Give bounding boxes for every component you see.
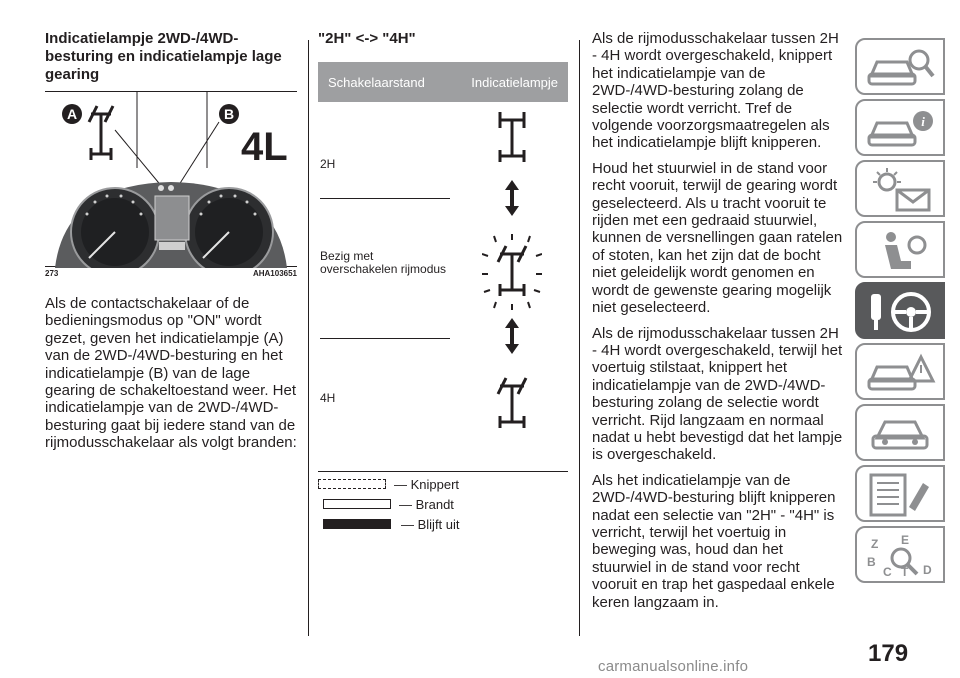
transition-arrow-icon [504, 180, 520, 216]
callout-b: B [223, 106, 235, 122]
paragraph: Houd het stuurwiel in de stand voor recht vooruit, terwijl de gearing wordt geselecteerd. Als u tracht vooruit te rijden met een gedraaid stuurwiel, kunnen de versnellingen gaan ratelen of stoten, kan het zijn dat de bocht niet geleidelijk wordt genomen en wordt de gewenste gearing mogelijk niet geselecteerd. [592, 159, 843, 317]
car-warning-triangle-icon [867, 351, 937, 395]
legend-item-lit [318, 494, 568, 514]
svg-text:B: B [867, 555, 876, 569]
row-separator [320, 338, 450, 339]
legend-label: — Blijft uit [401, 516, 460, 532]
intro-paragraph: Als de contactschakelaar of de bedieningsmodus op "ON" wordt gezet, geven het indicatielampje (A) van de 2WD-/4WD-besturing en het indicatielampje (B) van de lage gearing de schakeltoestand weer. Het indicatielampje van de 2WD-/4WD-besturing gaat bij iedere stand van de rijmodusschakelaar als volgt branden: [45, 295, 297, 452]
svg-text:T: T [901, 565, 909, 578]
row-separator [320, 198, 450, 199]
svg-text:D: D [923, 563, 932, 577]
paragraph: Als het indicatielampje van de 2WD-/4WD-besturing blijft knipperen nadat een selectie van "2H" - "4H" is verricht, terwijl het voertuig in beweging was, houd dan het stuurwiel in de stand voor recht vooruit en trap het gaspedaal enkele keren langzaam in. [592, 471, 836, 611]
tab-alphabet-index[interactable] [855, 526, 945, 583]
tab-car-info[interactable] [855, 99, 945, 156]
figure-code: AHA103651 [252, 269, 297, 278]
tab-checklist[interactable] [855, 465, 945, 522]
key-steering-wheel-icon [867, 290, 937, 334]
tab-key-steering-wheel[interactable] [855, 282, 945, 339]
car-search-icon [867, 46, 937, 90]
legend-label: — Knippert [394, 476, 460, 492]
svg-text:C: C [883, 565, 892, 578]
column-divider [308, 40, 309, 636]
alphabet-index-icon [867, 534, 937, 578]
transition-arrow-icon [504, 318, 520, 354]
left-column [45, 30, 297, 452]
tab-car-warning[interactable] [855, 343, 945, 400]
middle-column [318, 30, 568, 534]
header-switch-position: Schakelaarstand [328, 74, 425, 90]
lamp-lit-icon [492, 110, 532, 166]
figure-caption [45, 269, 297, 278]
watermark: carmanualsonline.info [598, 658, 749, 675]
legend-label: — Brandt [399, 496, 454, 512]
legend [318, 474, 568, 534]
instrument-cluster-illustration [45, 92, 297, 268]
car-info-icon [867, 107, 937, 151]
figure-number: 273 [45, 269, 59, 278]
chapter-tabs [855, 38, 945, 587]
paragraph: Als de rijmodusschakelaar tussen 2H - 4H wordt overgeschakeld, terwijl het voertuig stilstaat, knippert het indicatielampje van de 2WD-/4WD-besturing zolang de selectie wordt verricht. Rijd langzaam en normaal nadat u hebt bevestigd dat het lampje is overgeschakeld. [592, 324, 843, 464]
low-gear-indicator-text: 4L [241, 125, 288, 169]
lamp-blinking-icon [482, 234, 542, 310]
swatch-lit [323, 499, 391, 509]
instrument-cluster-figure [45, 91, 297, 267]
right-column [592, 30, 844, 611]
swatch-blinking [318, 479, 386, 489]
row-label-4h: 4H [320, 391, 336, 405]
row-label-switching: Bezig met overschakelen rijmodus [320, 249, 447, 276]
paragraph: Als de rijmodusschakelaar tussen 2H - 4H wordt overgeschakeld, knippert het indicatielampje van de 2WD-/4WD-besturing zolang de selectie wordt verricht. Tref de volgende voorzorgsmaatregelen als het indicatielampje blijft knipperen. [592, 30, 839, 152]
table-heading: "2H" <-> "4H" [318, 30, 416, 47]
swatch-off [323, 519, 391, 529]
indicator-table [318, 102, 568, 472]
column-divider [579, 40, 580, 636]
row-label-2h: 2H [320, 157, 336, 171]
tab-car-search[interactable] [855, 38, 945, 95]
svg-text:Z: Z [871, 537, 879, 551]
car-service-icon [867, 412, 937, 456]
tab-car-service[interactable] [855, 404, 945, 461]
lamp-lit-4wd-icon [492, 376, 532, 432]
tab-light-message[interactable] [855, 160, 945, 217]
section-heading: Indicatielampje 2WD-/4WD-besturing en indicatielampje lage gearing [45, 30, 282, 83]
tab-seat-airbag[interactable] [855, 221, 945, 278]
light-message-icon [867, 168, 937, 212]
svg-text:E: E [901, 534, 910, 547]
page-number: 179 [868, 640, 909, 667]
seat-airbag-icon [867, 229, 937, 273]
checklist-icon [867, 473, 937, 517]
svg-text:i: i [921, 114, 925, 129]
header-indicator: Indicatielampje [471, 74, 558, 90]
legend-item-off [318, 514, 568, 534]
table-header [318, 62, 568, 102]
legend-item-blinking [318, 474, 568, 494]
callout-a: A [66, 106, 78, 122]
